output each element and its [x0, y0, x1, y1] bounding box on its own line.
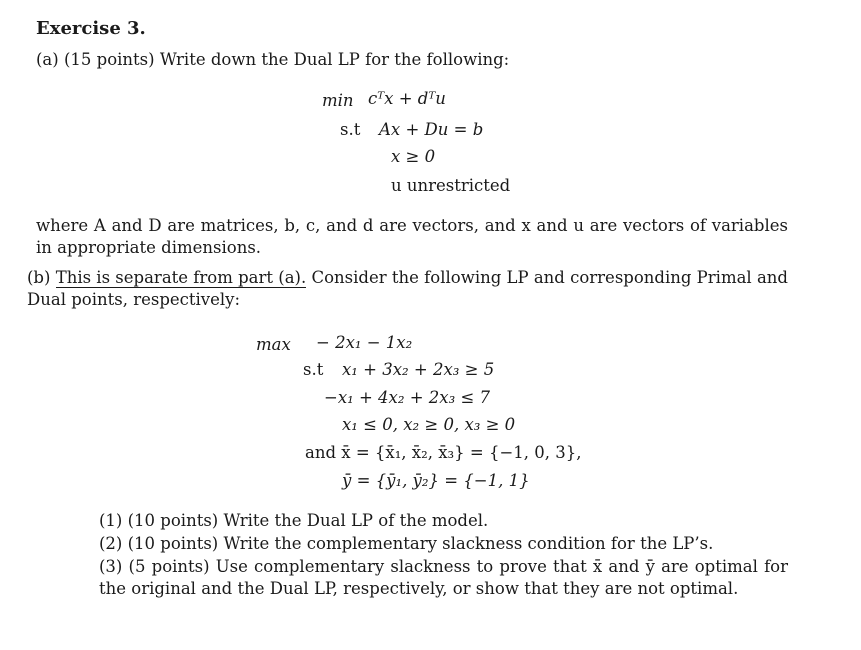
part-a-constraint-1: Ax + Du = b — [379, 120, 484, 139]
question-3: (3) (5 points) Use complementary slackness to prove that x̄ and ȳ are optimal for the original and the Dual LP, respectively, or show that they are not optimal. — [99, 557, 788, 598]
part-a-constraint-3: u unrestricted — [391, 176, 511, 195]
part-b-objective-label: max — [256, 335, 291, 354]
question-2: (2) (10 points) Write the complementary slackness condition for the LP’s. — [99, 534, 714, 553]
part-a-prompt: (a) (15 points) Write down the Dual LP for the following: — [36, 50, 510, 69]
part-b-constraint-1: x₁ + 3x₂ + 2x₃ ≥ 5 — [342, 360, 495, 379]
part-b-prompt — [27, 267, 788, 311]
part-b-constraint-3: x₁ ≤ 0, x₂ ≥ 0, x₃ ≥ 0 — [342, 415, 516, 434]
part-a-st-label: s.t — [340, 120, 361, 139]
part-b-prompt-rest: Consider the following LP and corresponding Primal and Dual points, respectively: — [27, 268, 788, 309]
part-a-objective-label: min — [322, 91, 354, 110]
part-b-constraint-2: −x₁ + 4x₂ + 2x₃ ≤ 7 — [324, 388, 491, 407]
part-b-label: (b) — [27, 268, 51, 287]
part-b-underlined-text: This is separate from part (a). — [55, 268, 307, 287]
exercise-title: Exercise 3. — [36, 18, 146, 39]
part-b-dual-point: ȳ = {ȳ₁, ȳ₂} = {−1, 1} — [342, 471, 530, 490]
question-1: (1) (10 points) Write the Dual LP of the model. — [99, 511, 489, 530]
part-a-constraint-2: x ≥ 0 — [391, 147, 436, 166]
part-a-objective-expr: cᵀx + dᵀu — [368, 89, 446, 108]
part-b-primal-point: and x̄ = {x̄₁, x̄₂, x̄₃} = {−1, 0, 3}, — [305, 443, 582, 462]
part-b-st-label: s.t — [303, 360, 324, 379]
part-b-objective-expr: − 2x₁ − 1x₂ — [316, 333, 413, 352]
part-a-where-text: where A and D are matrices, b, c, and d are vectors, and x and u are vectors of variables in appropriate dimensions. — [36, 216, 788, 257]
